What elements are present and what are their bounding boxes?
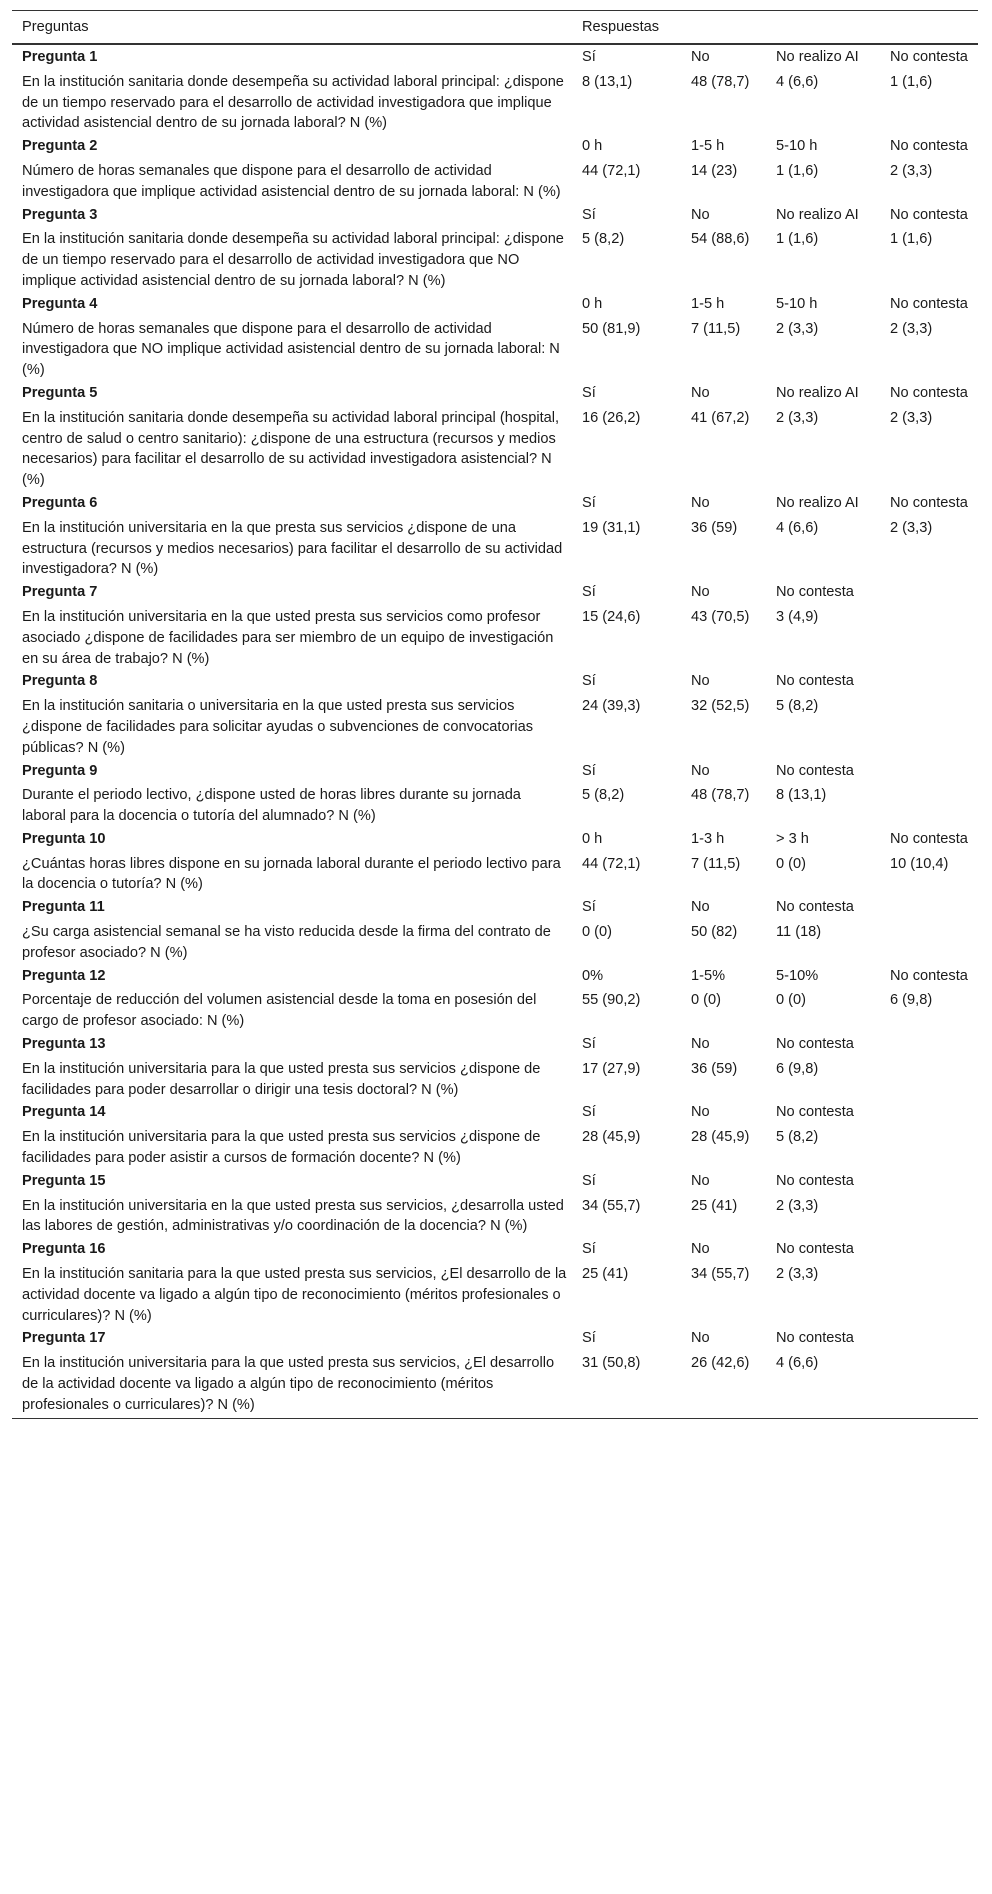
question-text: En la institución sanitaria donde desempeña su actividad laboral principal: ¿dispone de un tiempo reservado para el desarrollo de actividad investigadora que implique actividad asistencial dentro de su jornada laboral? N (%)	[22, 73, 564, 132]
response-option: 0 h	[582, 830, 603, 847]
question-answer-row	[12, 1349, 978, 1418]
response-value: 25 (41)	[691, 1197, 738, 1214]
response-value: 34 (55,7)	[582, 1197, 641, 1214]
question-header-row	[12, 1032, 978, 1055]
response-value: 2 (3,3)	[776, 409, 819, 426]
question-text: En la institución sanitaria para la que usted presta sus servicios, ¿El desarrollo de la actividad docente va ligado a algún tipo de reconocimiento (méritos profesionales o curriculares)? N (%)	[22, 1266, 567, 1324]
question-label: Pregunta 17	[22, 1330, 106, 1347]
response-value	[880, 1192, 978, 1238]
question-header-row	[12, 827, 978, 850]
response-option: No	[691, 1172, 710, 1189]
response-option: No contesta	[890, 49, 968, 65]
response-value: 5 (8,2)	[582, 231, 625, 248]
response-option: 0 h	[582, 138, 603, 155]
response-option: No contesta	[776, 584, 854, 601]
response-value: 6 (9,8)	[890, 992, 933, 1009]
question-answer-row	[12, 603, 978, 669]
response-option	[880, 1100, 978, 1123]
question-label: Pregunta 16	[22, 1241, 106, 1258]
question-label: Pregunta 10	[22, 830, 106, 847]
response-option: No realizo AI	[776, 49, 859, 65]
response-value: 16 (26,2)	[582, 409, 641, 426]
response-value: 8 (13,1)	[582, 73, 633, 90]
response-option: Sí	[582, 584, 596, 601]
response-option: No contesta	[890, 967, 968, 984]
response-value: 4 (6,6)	[776, 1355, 819, 1372]
response-value: 5 (8,2)	[776, 698, 819, 715]
response-value: 15 (24,6)	[582, 608, 641, 625]
response-value: 2 (3,3)	[890, 320, 933, 337]
response-option: 1-5 h	[691, 295, 725, 312]
response-value: 36 (59)	[691, 1060, 738, 1077]
question-text: Porcentaje de reducción del volumen asistencial desde la toma en posesión del cargo de profesor asociado: N (%)	[22, 992, 537, 1030]
response-option: Sí	[582, 899, 596, 916]
header-respuestas: Respuestas	[582, 18, 660, 35]
response-option: Sí	[582, 1036, 596, 1053]
response-option: No	[691, 762, 710, 779]
response-value: 24 (39,3)	[582, 698, 641, 715]
response-option: No realizo AI	[776, 494, 859, 511]
response-option: Sí	[582, 49, 596, 65]
question-header-row	[12, 491, 978, 514]
question-header-row	[12, 292, 978, 315]
question-header-row	[12, 1100, 978, 1123]
response-option: Sí	[582, 494, 596, 511]
question-label: Pregunta 5	[22, 384, 98, 401]
question-answer-row	[12, 692, 978, 758]
response-value: 48 (78,7)	[691, 787, 750, 804]
response-value: 1 (1,6)	[776, 162, 819, 179]
question-label: Pregunta 2	[22, 138, 98, 155]
question-header-row	[12, 134, 978, 157]
question-answer-row	[12, 157, 978, 203]
response-option: > 3 h	[776, 830, 809, 847]
response-value	[880, 1123, 978, 1169]
response-value: 25 (41)	[582, 1266, 629, 1283]
response-value: 41 (67,2)	[691, 409, 750, 426]
question-header-row	[12, 1326, 978, 1349]
question-text: En la institución universitaria para la que usted presta sus servicios ¿dispone de facilidades para poder desarrollar o dirigir una tesis doctoral? N (%)	[22, 1060, 541, 1098]
response-option: No	[691, 584, 710, 601]
response-value	[880, 1349, 978, 1418]
response-option: Sí	[582, 384, 596, 401]
question-header-row	[12, 580, 978, 603]
response-option	[880, 1169, 978, 1192]
response-value: 2 (3,3)	[890, 519, 933, 536]
response-value: 7 (11,5)	[691, 320, 741, 337]
question-label: Pregunta 15	[22, 1172, 106, 1189]
question-label: Pregunta 13	[22, 1036, 106, 1053]
response-value: 0 (0)	[582, 924, 613, 941]
question-text: Durante el periodo lectivo, ¿dispone usted de horas libres durante su jornada laboral para la docencia o tutoría del alumnado? N (%)	[22, 787, 521, 825]
response-option: Sí	[582, 1104, 596, 1121]
question-text: En la institución sanitaria donde desempeña su actividad laboral principal (hospital, centro de salud o centro sanitario): ¿dispone de una estructura (recursos y medios necesarios) para facilitar el desarrollo de su actividad investigadora asistencial? N (%)	[22, 409, 560, 489]
response-option	[880, 580, 978, 603]
survey-results-table	[12, 10, 978, 1419]
question-header-row	[12, 669, 978, 692]
response-option: No	[691, 49, 710, 65]
question-label: Pregunta 7	[22, 584, 98, 601]
response-value: 4 (6,6)	[776, 73, 819, 90]
response-value: 31 (50,8)	[582, 1355, 641, 1372]
response-value: 28 (45,9)	[691, 1129, 750, 1146]
response-option: 0%	[582, 967, 604, 984]
response-value: 26 (42,6)	[691, 1355, 750, 1372]
response-option	[880, 1032, 978, 1055]
response-option	[880, 1326, 978, 1349]
response-value	[880, 1260, 978, 1326]
question-label: Pregunta 11	[22, 899, 105, 916]
response-option: No	[691, 673, 710, 690]
question-text: En la institución universitaria en la que usted presta sus servicios, ¿desarrolla usted las labores de gestión, administrativas y/o coordinación de la docencia? N (%)	[22, 1197, 564, 1235]
response-value	[880, 918, 978, 964]
response-option: 5-10 h	[776, 295, 818, 312]
question-label: Pregunta 14	[22, 1104, 106, 1121]
response-option: No	[691, 1241, 710, 1258]
response-value: 0 (0)	[776, 992, 807, 1009]
response-value: 54 (88,6)	[691, 231, 750, 248]
response-value: 10 (10,4)	[890, 855, 949, 872]
question-text: ¿Su carga asistencial semanal se ha visto reducida desde la firma del contrato de profesor asociado? N (%)	[22, 924, 551, 961]
question-text: En la institución sanitaria o universitaria en la que usted presta sus servicios ¿dispone de facilidades para solicitar ayudas o subvenciones de convocatorias públicas? N (%)	[22, 698, 534, 756]
question-text: Número de horas semanales que dispone para el desarrollo de actividad investigadora que implique actividad asistencial dentro de su jornada laboral: N (%)	[22, 162, 561, 200]
response-option: No contesta	[776, 899, 854, 916]
table-header-row	[12, 11, 978, 45]
response-option: No contesta	[776, 673, 854, 690]
response-option: No contesta	[890, 830, 968, 847]
question-header-row	[12, 381, 978, 404]
response-option: No	[691, 899, 710, 916]
response-value: 19 (31,1)	[582, 519, 641, 536]
question-header-row	[12, 1169, 978, 1192]
response-option: No	[691, 494, 710, 511]
question-answer-row	[12, 514, 978, 580]
question-label: Pregunta 12	[22, 967, 106, 984]
response-option: No contesta	[776, 762, 854, 779]
response-value: 0 (0)	[776, 855, 807, 872]
question-header-row	[12, 759, 978, 782]
response-value: 48 (78,7)	[691, 73, 750, 90]
question-text: En la institución universitaria en la que usted presta sus servicios como profesor asociado ¿dispone de facilidades para ser miembro de un equipo de investigación en su área de trabajo? N (%)	[22, 608, 554, 667]
response-option: 0 h	[582, 295, 603, 312]
question-answer-row	[12, 68, 978, 134]
question-header-row	[12, 964, 978, 987]
response-value: 2 (3,3)	[776, 1197, 819, 1214]
response-value	[880, 1055, 978, 1101]
question-answer-row	[12, 404, 978, 491]
response-value: 17 (27,9)	[582, 1060, 641, 1077]
question-answer-row	[12, 850, 978, 896]
response-option: Sí	[582, 1241, 596, 1258]
question-header-row	[12, 895, 978, 918]
response-value: 50 (81,9)	[582, 320, 641, 337]
response-option: No contesta	[776, 1036, 854, 1053]
response-option	[880, 1237, 978, 1260]
response-option: No contesta	[890, 206, 968, 223]
response-value	[880, 603, 978, 669]
question-label: Pregunta 9	[22, 762, 98, 779]
response-value	[880, 781, 978, 827]
response-value: 8 (13,1)	[776, 787, 827, 804]
response-value: 3 (4,9)	[776, 608, 819, 625]
response-value: 44 (72,1)	[582, 855, 641, 872]
response-option: Sí	[582, 1330, 596, 1347]
header-preguntas: Preguntas	[22, 18, 89, 35]
response-value: 43 (70,5)	[691, 608, 750, 625]
response-value: 6 (9,8)	[776, 1060, 819, 1077]
response-value: 1 (1,6)	[890, 73, 933, 90]
question-header-row	[12, 203, 978, 226]
response-value: 44 (72,1)	[582, 162, 641, 179]
question-answer-row	[12, 225, 978, 291]
table-body	[12, 44, 978, 1418]
response-value: 5 (8,2)	[776, 1129, 819, 1146]
question-header-row	[12, 44, 978, 68]
response-option: No contesta	[776, 1330, 854, 1347]
response-value: 1 (1,6)	[776, 231, 819, 248]
response-option: Sí	[582, 673, 596, 690]
response-option: No	[691, 384, 710, 401]
question-answer-row	[12, 1192, 978, 1238]
response-option	[880, 895, 978, 918]
question-label: Pregunta 1	[22, 49, 98, 65]
response-option: Sí	[582, 1172, 596, 1189]
response-value: 11 (18)	[776, 924, 822, 941]
response-option: No contesta	[890, 138, 968, 155]
question-answer-row	[12, 918, 978, 964]
question-label: Pregunta 3	[22, 206, 98, 223]
response-value: 2 (3,3)	[890, 409, 933, 426]
response-option: No	[691, 1330, 710, 1347]
response-value: 5 (8,2)	[582, 787, 625, 804]
question-text: En la institución universitaria en la que presta sus servicios ¿dispone de una estructura (recursos y medios necesarios) para facilitar el desarrollo de su actividad investigadora? N (%)	[22, 519, 563, 578]
question-answer-row	[12, 986, 978, 1032]
question-label: Pregunta 6	[22, 494, 98, 511]
response-option: 1-5%	[691, 967, 726, 984]
response-option: No	[691, 1104, 710, 1121]
response-value: 50 (82)	[691, 924, 738, 941]
response-value: 14 (23)	[691, 162, 738, 179]
response-option: No contesta	[776, 1172, 854, 1189]
response-option: No realizo AI	[776, 206, 859, 223]
response-value: 2 (3,3)	[776, 320, 819, 337]
response-value: 0 (0)	[691, 992, 722, 1009]
response-option: 5-10%	[776, 967, 819, 984]
response-value: 2 (3,3)	[776, 1266, 819, 1283]
response-value: 4 (6,6)	[776, 519, 819, 536]
response-option: No	[691, 206, 710, 223]
response-option: No realizo AI	[776, 384, 859, 401]
response-value: 32 (52,5)	[691, 698, 750, 715]
response-option: No	[691, 1036, 710, 1053]
response-value: 1 (1,6)	[890, 231, 933, 248]
response-value: 36 (59)	[691, 519, 738, 536]
question-answer-row	[12, 1055, 978, 1101]
question-text: En la institución universitaria para la que usted presta sus servicios ¿dispone de facilidades para poder asistir a cursos de formación docente? N (%)	[22, 1129, 541, 1167]
response-value: 55 (90,2)	[582, 992, 641, 1009]
response-value: 28 (45,9)	[582, 1129, 641, 1146]
response-option: Sí	[582, 206, 596, 223]
response-option	[880, 669, 978, 692]
response-option: No contesta	[890, 494, 968, 511]
response-option: No contesta	[776, 1104, 854, 1121]
response-value	[880, 692, 978, 758]
question-text: En la institución universitaria para la que usted presta sus servicios, ¿El desarrollo de la actividad docente va ligado a algún tipo de reconocimiento (méritos profesionales o curriculares)? N (%)	[22, 1355, 555, 1413]
question-label: Pregunta 4	[22, 295, 98, 312]
question-answer-row	[12, 315, 978, 381]
response-option: 1-3 h	[691, 830, 725, 847]
question-label: Pregunta 8	[22, 673, 98, 690]
response-option: 1-5 h	[691, 138, 725, 155]
response-value: 2 (3,3)	[890, 162, 933, 179]
question-answer-row	[12, 1123, 978, 1169]
response-option: No contesta	[776, 1241, 854, 1258]
response-value: 34 (55,7)	[691, 1266, 750, 1283]
question-text: En la institución sanitaria donde desempeña su actividad laboral principal: ¿dispone de un tiempo reservado para el desarrollo de actividad investigadora que NO implique actividad asistencial dentro de su jornada laboral? N (%)	[22, 231, 564, 289]
question-answer-row	[12, 1260, 978, 1326]
response-option: No contesta	[890, 295, 968, 312]
question-text: Número de horas semanales que dispone para el desarrollo de actividad investigadora que NO implique actividad asistencial dentro de su jornada laboral: N (%)	[22, 320, 560, 379]
response-option: 5-10 h	[776, 138, 818, 155]
response-option: No contesta	[890, 384, 968, 401]
question-header-row	[12, 1237, 978, 1260]
response-value: 7 (11,5)	[691, 855, 741, 872]
question-answer-row	[12, 781, 978, 827]
response-option: Sí	[582, 762, 596, 779]
question-text: ¿Cuántas horas libres dispone en su jornada laboral durante el periodo lectivo para la docencia o tutoría? N (%)	[22, 855, 561, 893]
response-option	[880, 759, 978, 782]
